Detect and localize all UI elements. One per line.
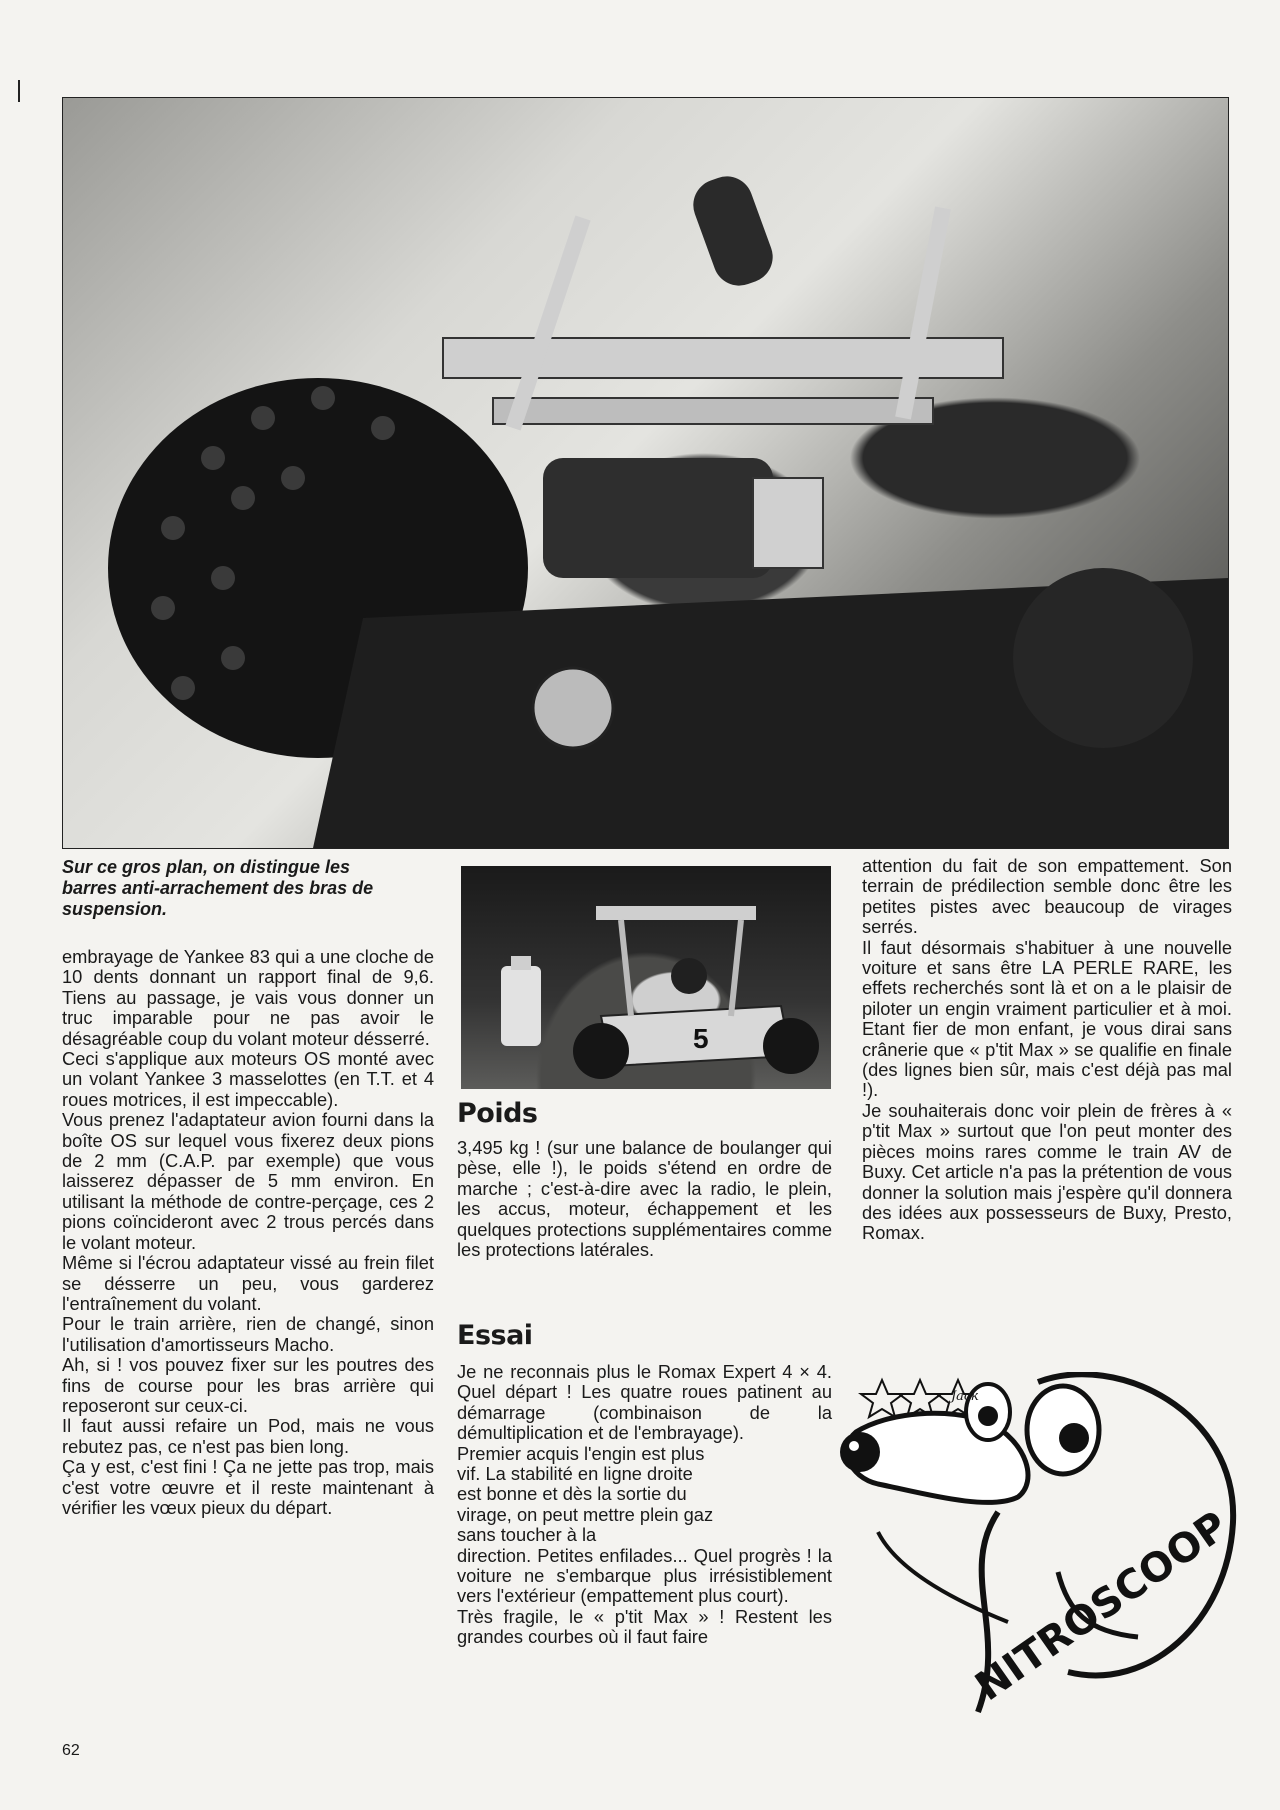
article-column-2-poids: [457, 1138, 832, 1260]
paragraph: Il faut désormais s'habituer à une nouvelle voiture et sans être LA PERLE RARE, les effets recherchés sont là et on a le plaisir de piloter un engin vraiment particulier et à moi. Etant fier de mon enfant, je vous dirai sans crânerie que « p'tit Max » se qualifie en finale (des lignes bien sûr, mais c'est déjà pas mal !).: [862, 936, 1232, 1101]
article-column-1: [62, 947, 434, 1518]
photo-car-overview: [461, 866, 831, 1089]
paragraph: Même si l'écrou adaptateur vissé au frein filet se désserre un peu, vous garderez l'entraînement du volant.: [62, 1252, 434, 1314]
paragraph-wrap: Premier acquis l'engin est plus vif. La stabilité en ligne droite est bonne et dès la sortie du virage, on peut mettre plein gaz sans toucher à la: [457, 1442, 714, 1546]
article-column-3: [862, 856, 1232, 1244]
paragraph: Ceci s'applique aux moteurs OS monté avec un volant Yankee 3 masselottes (en T.T. et 4 roues motrices, il est impeccable).: [62, 1048, 434, 1110]
nitroscoop-logo: [838, 1372, 1248, 1728]
paragraph: Pour le train arrière, rien de changé, sinon l'utilisation d'amortisseurs Macho.: [62, 1313, 434, 1355]
paragraph: Je souhaiterais donc voir plein de frères à « p'tit Max » surtout que l'on peut monter des pièces moins rares comme le train AV de Buxy. Cet article n'a pas la prétention de vous donner la solution mais j'espère qu'il donnera des idées aux possesseurs de Buxy, Presto, Romax.: [862, 1099, 1232, 1244]
heading-essai: Essai: [457, 1320, 533, 1351]
paragraph: direction. Petites enfilades... Quel progrès ! la voiture ne s'embarque plus irrésistiblement vers l'extérieur (empattement plus court).: [457, 1544, 832, 1607]
paragraph: Ça y est, c'est fini ! Ça ne jette pas trop, mais c'est votre œuvre et il reste maintenant à vérifier les vœux pieux du départ.: [62, 1456, 434, 1518]
paragraph: 3,495 kg ! (sur une balance de boulanger qui pèse, elle !), le poids s'étend en ordre de marche ; c'est-à-dire avec la radio, le plein, les accus, moteur, échappement et les quelques protections supplémentaires comme les protections latérales.: [457, 1137, 832, 1261]
heading-poids: Poids: [457, 1098, 538, 1129]
paragraph: embrayage de Yankee 83 qui a une cloche de 10 dents donnant un rapport final de 9,6. Tiens au passage, je vais vous donner un truc imparable pour ne pas avoir le désagréable coup du volant moteur désserré.: [62, 946, 434, 1049]
photo-caption: Sur ce gros plan, on distingue les barres anti-arrachement des bras de suspension.: [62, 857, 374, 919]
logo-wordmark: NITROSCOOP: [967, 1502, 1237, 1711]
margin-rule: [18, 80, 20, 102]
photo-chassis-closeup: [62, 97, 1229, 849]
paragraph: Très fragile, le « p'tit Max » ! Restent les grandes courbes où il faut faire: [457, 1605, 832, 1648]
paragraph: attention du fait de son empattement. Son terrain de prédilection semble donc être les petites pistes avec beaucoup de virages serrés.: [862, 855, 1232, 938]
page-number: 62: [62, 1742, 80, 1759]
paragraph: Vous prenez l'adaptateur avion fourni dans la boîte OS sur lequel vous fixerez deux pions de 2 mm (C.A.P. par exemple) que vous laisserez dépasser de 5 mm environ. En utilisant la méthode de contre-perçage, ces 2 pions coïncideront avec 2 trous percés dans le volant moteur.: [62, 1109, 434, 1253]
paragraph: Il faut aussi refaire un Pod, mais ne vous rebutez pas, ce n'est pas bien long.: [62, 1415, 434, 1457]
artist-signature: Jack: [950, 1389, 980, 1404]
paragraph: Je ne reconnais plus le Romax Expert 4 × 4. Quel départ ! Les quatre roues patinent au démarrage (combinaison de la démultiplication et de l'embrayage).: [457, 1361, 832, 1444]
car-number: 5: [693, 1023, 709, 1054]
article-column-2-essai: [457, 1362, 832, 1648]
paragraph: Ah, si ! vos pouvez fixer sur les poutres des fins de course pour les bras arrière qui reposeront sur ceux-ci.: [62, 1354, 434, 1416]
